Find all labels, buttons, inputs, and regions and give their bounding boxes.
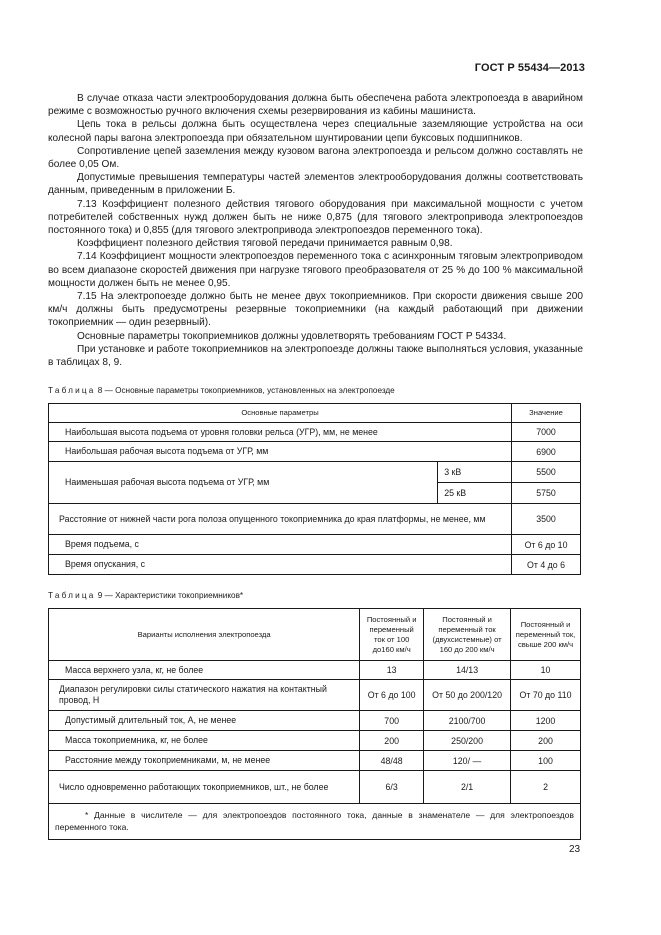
footnote-text: * Данные в числителе — для электропоездов постоянного тока, данные в знаменателе — для электропоездов переменного тока. [55, 810, 574, 832]
table-cell: 1200 [511, 711, 581, 731]
table8-caption-text: 8 — Основные параметры токоприемников, установленных на электропоезде [97, 386, 395, 395]
table-cell: 13 [360, 661, 424, 680]
table9-header-col2: Постоянный и переменный ток (двухсистемные) от 160 до 200 км/ч [424, 609, 511, 661]
table9-caption [48, 590, 243, 601]
paragraph: 7.13 Коэффициент полезного действия тягового оборудования при максимальной мощности с учетом потребителей собственных нужд должен быть не ниже 0,875 (для тягового электропривода электропоездов постоянного тока) и 0,855 (для тягового электропривода электропоездов переменного тока). [48, 198, 583, 237]
table-row-param: Число одновременно работающих токоприемников, шт., не более [49, 771, 360, 804]
table-cell: 250/200 [424, 731, 511, 751]
table-cell: 2 [511, 771, 581, 804]
table-cell: 10 [511, 661, 581, 680]
table-row-value: От 6 до 10 [512, 535, 581, 555]
table-cell: От 50 до 200/120 [424, 680, 511, 711]
table8-caption [48, 385, 395, 396]
table9-caption-word: Таблица [48, 591, 96, 600]
table-row-param: Наибольшая высота подъема от уровня головки рельса (УГР), мм, не менее [49, 423, 512, 442]
table9-header-col1: Постоянный и переменный ток от 100 до160 км/ч [360, 609, 424, 661]
table8-header-param: Основные параметры [49, 404, 512, 423]
table-cell: От 6 до 100 [360, 680, 424, 711]
table-row-value: 5500 [512, 462, 581, 483]
paragraph: 7.15 На электропоезде должно быть не менее двух токоприемников. При скорости движения свыше 200 км/ч должны быть предусмотрены резервные токоприемники (на каждый работающий при движении токоприемник — один резервный). [48, 291, 583, 329]
table-cell: 120/ — [424, 751, 511, 771]
table-cell: 2100/700 [424, 711, 511, 731]
table-row-param: Время опускания, с [49, 555, 512, 575]
table9-header-col3: Постоянный и переменный ток, свыше 200 км/ч [511, 609, 581, 661]
table-cell: 6/3 [360, 771, 424, 804]
table-cell: 14/13 [424, 661, 511, 680]
table-row-param: Масса токоприемника, кг, не более [49, 731, 360, 751]
paragraph: 7.14 Коэффициент мощности электропоездов переменного тока с асинхронным тяговым электроприводом во всем диапазоне скоростей движения при нагрузке тягового преобразователя от 25 % до 100 % максимальной мощности должен быть не менее 0,95. [48, 251, 583, 289]
table8-caption-word: Таблица [48, 386, 96, 395]
table-row-param: Допустимый длительный ток, А, не менее [49, 711, 360, 731]
table9-header-variant: Варианты исполнения электропоезда [49, 609, 360, 661]
paragraph: Цепь тока в рельсы должна быть осуществлена через специальные заземляющие устройства на оси колесной пары вагона электропоезда при обязательном шунтировании цепи буксовых подшипников. [48, 119, 583, 144]
table-cell: 200 [511, 731, 581, 751]
table-9 [48, 608, 581, 840]
table-row-param: Время подъема, с [49, 535, 512, 555]
paragraph: Основные параметры токоприемников должны удовлетворять требованиям ГОСТ Р 54334. [77, 330, 507, 342]
paragraph: При установке и работе токоприемников на электропоезде должны также выполняться условия, указанные в таблицах 8, 9. [48, 343, 583, 369]
paragraph: Коэффициент полезного действия тяговой передачи принимается равным 0,98. [77, 238, 453, 250]
table-cell: 100 [511, 751, 581, 771]
table-row-value: От 4 до 6 [512, 555, 581, 575]
paragraph: Сопротивление цепей заземления между кузовом вагона электропоезда и рельсом должно составлять не более 0,05 Ом. [48, 145, 583, 171]
table-cell: 48/48 [360, 751, 424, 771]
page-number: 23 [569, 844, 581, 855]
voltage-label: 3 кВ [438, 462, 512, 483]
table9-footnote [49, 804, 581, 840]
table-row-param: Расстояние от нижней части рога полоза опущенного токоприемника до края платформы, не менее, мм [49, 504, 512, 535]
table-row-param: Диапазон регулировки силы статического нажатия на контактный провод, Н [49, 680, 360, 711]
table-row-value: 7000 [512, 423, 581, 442]
table9-caption-text: 9 — Характеристики токоприемников* [97, 591, 244, 600]
body-text [48, 92, 583, 369]
document-id: ГОСТ Р 55434—2013 [474, 62, 585, 74]
table-row-param: Наибольшая рабочая высота подъема от УГР, мм [49, 442, 512, 462]
table-row-param: Масса верхнего узла, кг, не более [49, 661, 360, 680]
table8-header-value: Значение [512, 404, 581, 423]
table-cell: От 70 до 110 [511, 680, 581, 711]
table-8 [48, 403, 581, 575]
table-cell: 700 [360, 711, 424, 731]
table-cell: 200 [360, 731, 424, 751]
table-row-param: Расстояние между токоприемниками, м, не менее [49, 751, 360, 771]
table-row-value: 3500 [512, 504, 581, 535]
table-row-param: Наименьшая рабочая высота подъема от УГР, мм [49, 462, 438, 504]
table-row-value: 6900 [512, 442, 581, 462]
paragraph: Допустимые превышения температуры частей элементов электрооборудования должны соответствовать данным, приведенным в приложении Б. [48, 172, 583, 197]
table-cell: 2/1 [424, 771, 511, 804]
paragraph: В случае отказа части электрооборудования должна быть обеспечена работа электропоезда в аварийном режиме с возможностью ручного включения схемы резервирования из кабины машиниста. [48, 93, 583, 118]
table-row-value: 5750 [512, 483, 581, 504]
voltage-label: 25 кВ [438, 483, 512, 504]
